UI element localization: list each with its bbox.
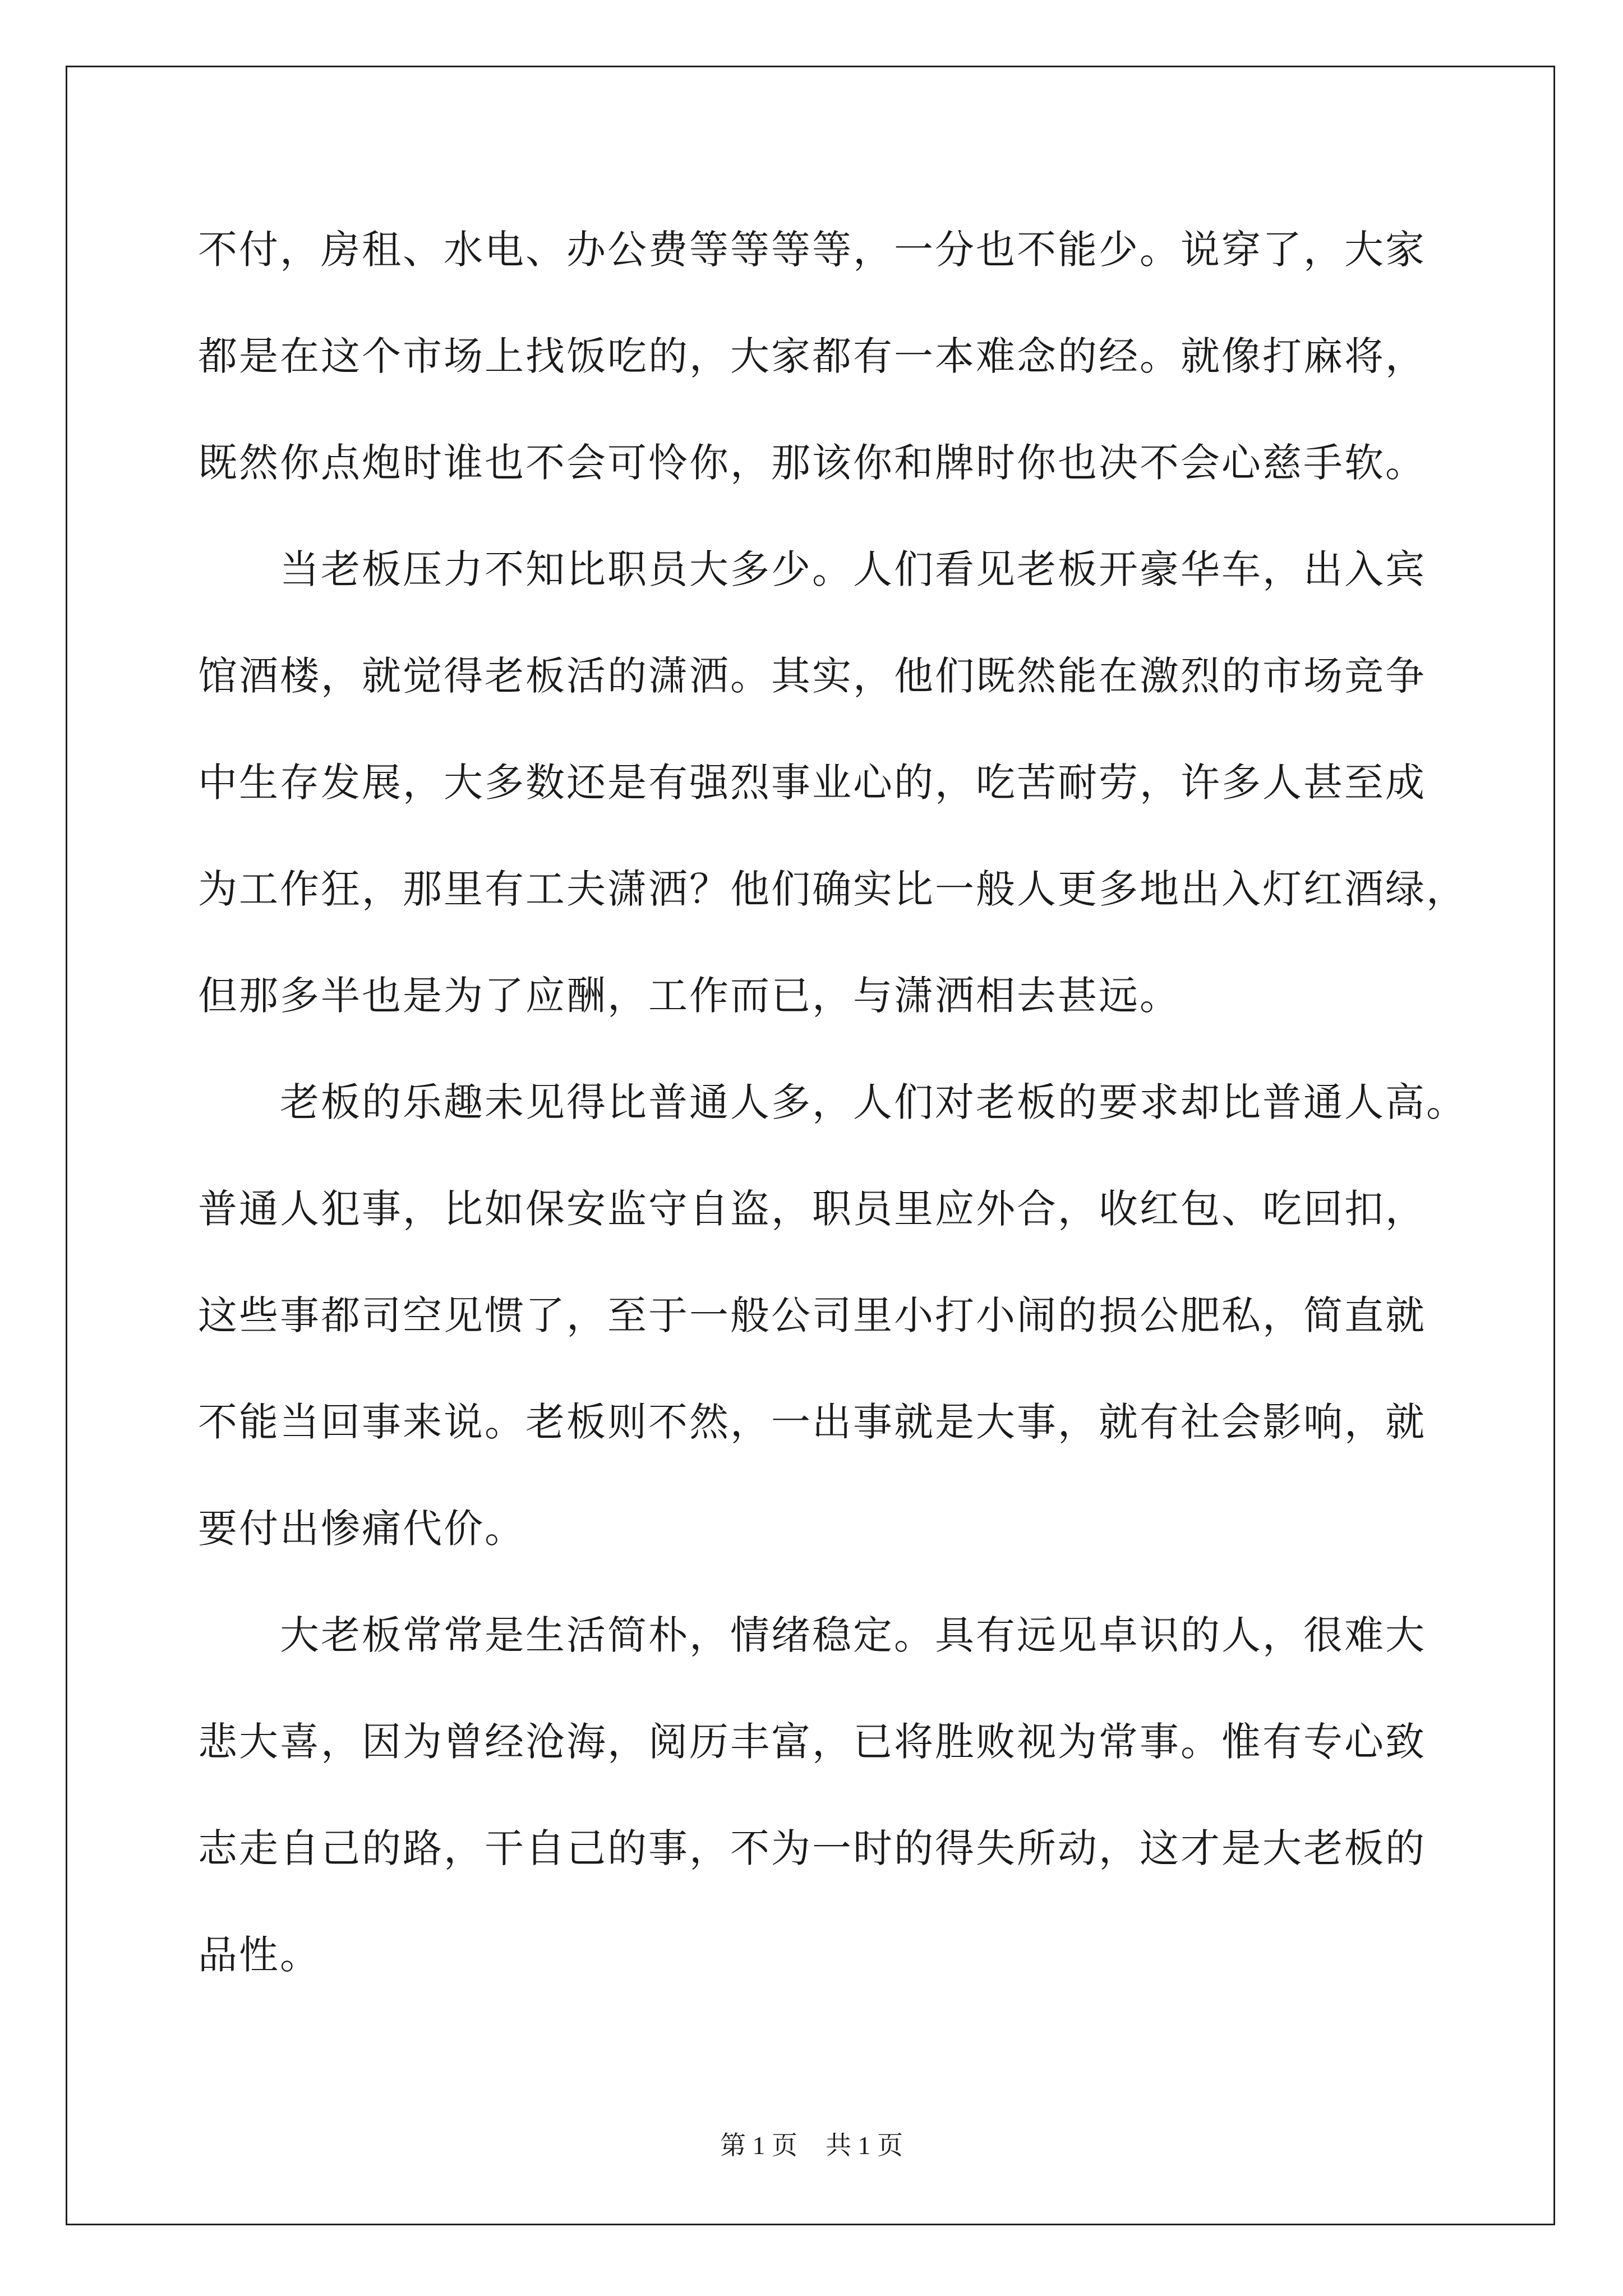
text-line: 但那多半也是为了应酬，工作而已，与潇洒相去甚远。 [198, 973, 1181, 1019]
page-total: 共 1 页 [826, 2131, 903, 2160]
paragraph-first-line: 老板的乐趣未见得比普通人多，人们对老板的要求却比普通人高。 [280, 1079, 1467, 1125]
text-line: 不能当回事来说。老板则不然，一出事就是大事，就有社会影响，就 [198, 1399, 1426, 1445]
text-line: 为工作狂，那里有工夫潇洒？他们确实比一般人更多地出入灯红酒绿， [198, 866, 1467, 912]
text-line: 悲大喜，因为曾经沧海，阅历丰富，已将胜败视为常事。惟有专心致 [198, 1719, 1426, 1765]
text-line: 既然你点炮时谁也不会可怜你，那该你和牌时你也决不会心慈手软。 [198, 440, 1426, 486]
paragraph-first-line: 大老板常常是生活简朴，情绪稳定。具有远见卓识的人，很难大 [280, 1612, 1426, 1658]
text-line: 普通人犯事，比如保安监守自盗，职员里应外合，收红包、吃回扣， [198, 1186, 1426, 1232]
text-line: 都是在这个市场上找饭吃的，大家都有一本难念的经。就像打麻将， [198, 333, 1426, 379]
text-line: 馆酒楼，就觉得老板活的潇洒。其实，他们既然能在激烈的市场竞争 [198, 653, 1426, 699]
text-line: 品性。 [198, 1932, 321, 1978]
text-line: 中生存发展，大多数还是有强烈事业心的，吃苦耐劳，许多人甚至成 [198, 760, 1426, 806]
text-line: 志走自己的路，干自己的事，不为一时的得失所动，这才是大老板的 [198, 1825, 1426, 1871]
text-line: 要付出惨痛代价。 [198, 1506, 525, 1552]
document-body [198, 210, 1467, 2022]
paragraph-first-line: 当老板压力不知比职员大多少。人们看见老板开豪华车，出入宾 [280, 546, 1426, 592]
text-line: 这些事都司空见惯了，至于一般公司里小打小闹的损公肥私，简直就 [198, 1292, 1426, 1338]
text-line: 不付，房租、水电、办公费等等等等，一分也不能少。说穿了，大家 [198, 227, 1426, 273]
page-footer [0, 2129, 1623, 2162]
page-number: 第 1 页 [720, 2131, 797, 2160]
